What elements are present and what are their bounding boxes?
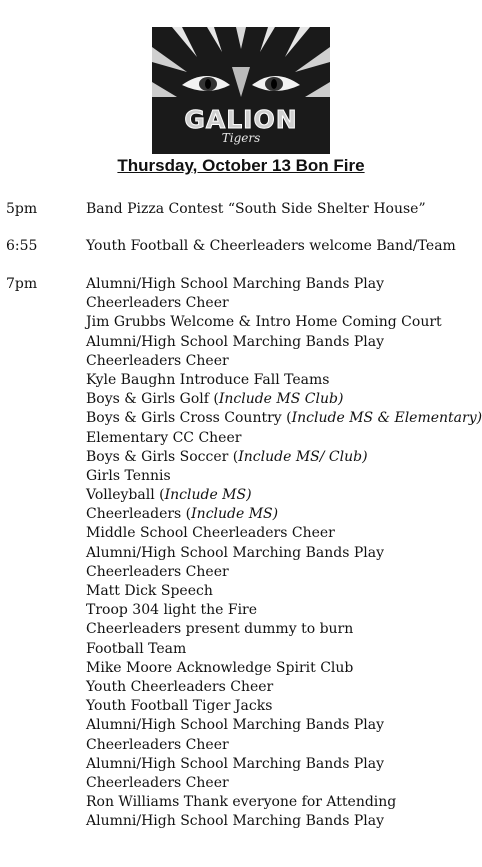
event-list [86, 200, 426, 219]
event-item [86, 467, 482, 486]
event-text: Cheerleaders ( [86, 506, 192, 523]
event-item [86, 563, 482, 582]
event-item [86, 352, 482, 371]
event-item [86, 390, 482, 409]
event-list [86, 275, 482, 831]
event-text: Youth Football & Cheerleaders welcome Band/Team [86, 238, 456, 254]
event-item [86, 678, 482, 697]
event-text: Alumni/High School Marching Bands Play [86, 813, 384, 830]
galion-tigers-logo [152, 27, 330, 154]
event-item [86, 409, 482, 428]
event-item [86, 659, 482, 678]
event-item [86, 237, 456, 256]
event-item [86, 429, 482, 448]
event-text: Cheerleaders Cheer [86, 295, 229, 312]
event-text: Boys & Girls Cross Country ( [86, 410, 292, 427]
event-text: Cheerleaders Cheer [86, 563, 229, 580]
event-text: Cheerleaders Cheer [86, 774, 229, 791]
event-item [86, 582, 482, 601]
event-item [86, 200, 426, 219]
event-item [86, 601, 482, 620]
logo-name: GALION [184, 105, 298, 134]
event-item [86, 524, 482, 543]
event-text: Boys & Girls Golf ( [86, 391, 219, 408]
logo-sub: Tigers [221, 131, 261, 145]
event-text: Volleyball ( [86, 487, 165, 504]
event-text: Boys & Girls Soccer ( [86, 448, 239, 465]
event-item [86, 793, 482, 812]
time-label: 5pm [6, 201, 38, 217]
event-text: Kyle Baughn Introduce Fall Teams [86, 371, 330, 388]
event-text: Alumni/High School Marching Bands Play [86, 717, 384, 734]
event-item [86, 716, 482, 735]
event-item [86, 544, 482, 563]
event-item [86, 755, 482, 774]
event-note: Include MS & Elementary) [291, 410, 482, 427]
event-text: Middle School Cheerleaders Cheer [86, 525, 335, 542]
event-item [86, 736, 482, 755]
event-list [86, 237, 456, 256]
event-note: Include MS) [191, 506, 279, 523]
event-text: Cheerleaders Cheer [86, 736, 229, 753]
event-text: Girls Tennis [86, 467, 171, 484]
event-text: Alumni/High School Marching Bands Play [86, 333, 384, 350]
event-item [86, 640, 482, 659]
time-label: 6:55 [6, 238, 38, 254]
event-text: Ron Williams Thank everyone for Attending [86, 794, 397, 811]
event-item [86, 371, 482, 390]
event-text: Football Team [86, 640, 187, 657]
event-item [86, 505, 482, 524]
event-item [86, 313, 482, 332]
event-note: Include MS/ Club) [238, 448, 368, 465]
event-item [86, 697, 482, 716]
event-item [86, 294, 482, 313]
event-item [86, 620, 482, 639]
event-item [86, 275, 482, 294]
event-note: Include MS Club) [218, 391, 344, 408]
event-text: Matt Dick Speech [86, 583, 213, 599]
event-text: Elementary CC Cheer [86, 429, 242, 446]
event-text: Alumni/High School Marching Bands Play [86, 544, 384, 561]
page-title: Thursday, October 13 Bon Fire [117, 156, 365, 175]
event-text: Band Pizza Contest “South Side Shelter House” [86, 201, 426, 217]
event-item [86, 333, 482, 352]
event-text: Jim Grubbs Welcome & Intro Home Coming Court [86, 314, 442, 331]
event-text: Troop 304 light the Fire [86, 602, 258, 619]
event-text: Cheerleaders Cheer [86, 352, 229, 369]
event-text: Cheerleaders present dummy to burn [86, 621, 354, 638]
event-text: Youth Cheerleaders Cheer [86, 678, 274, 695]
event-text: Youth Football Tiger Jacks [86, 698, 273, 715]
event-item [86, 448, 482, 467]
event-note: Include MS) [164, 487, 252, 504]
event-text: Mike Moore Acknowledge Spirit Club [86, 659, 354, 676]
event-text: Alumni/High School Marching Bands Play [86, 755, 384, 772]
event-item [86, 812, 482, 831]
time-label: 7pm [6, 276, 38, 292]
event-item [86, 774, 482, 793]
event-text: Alumni/High School Marching Bands Play [86, 276, 384, 292]
event-item [86, 486, 482, 505]
